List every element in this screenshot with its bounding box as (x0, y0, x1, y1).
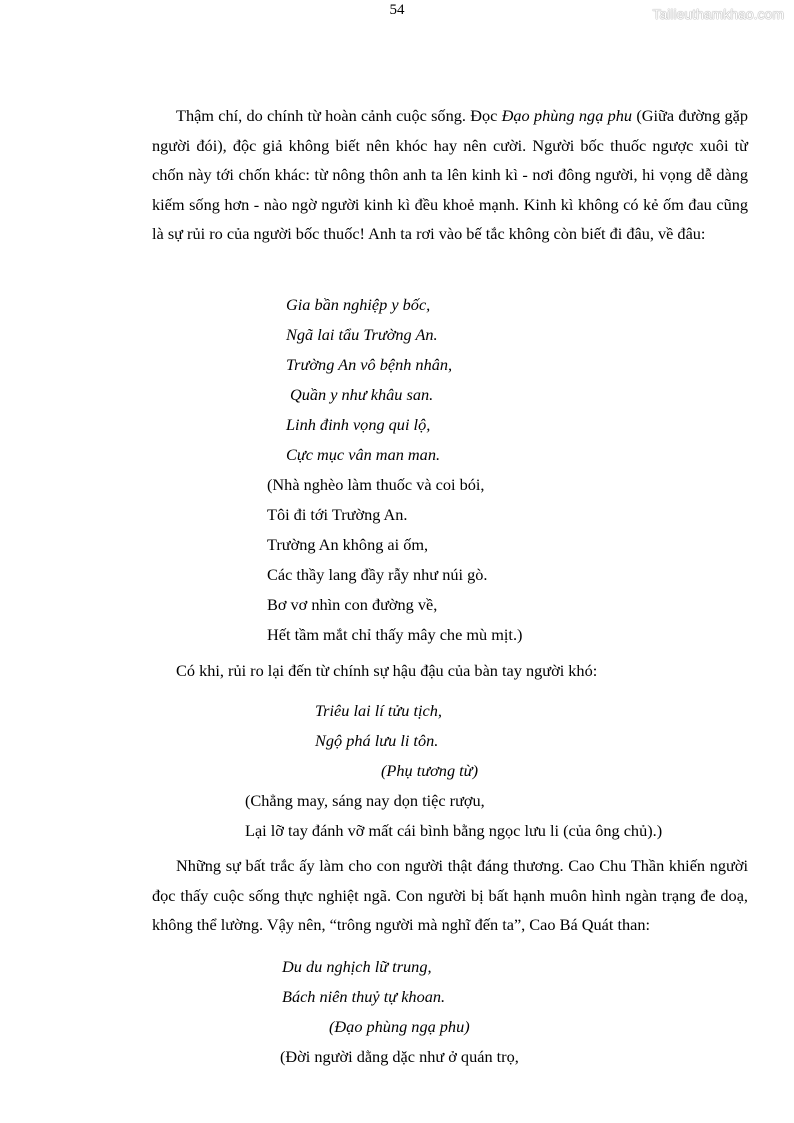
poem1-original-line: Cực mục vân man man. (286, 445, 441, 464)
paragraph-lament: Những sự bất trắc ấy làm cho con người thật đáng thương. Cao Chu Thần khiến người đọc thấy cuộc sống thực nghiệt ngã. Con người bị bất hạnh muôn hình ngàn trạng đe doạ, không thể lường. Vậy nên, “trông người mà nghĩ đến ta”, Cao Bá Quát than: (152, 856, 748, 935)
poem2-original-line: Triêu lai lí tửu tịch, (315, 701, 442, 720)
poem3-original-line: Bách niên thuỷ tự khoan. (282, 987, 446, 1006)
poem3-source: (Đạo phùng ngạ phu) (329, 1017, 470, 1036)
paragraph-intro (152, 101, 748, 249)
watermark: Tailieuthamkhao.com (652, 6, 784, 22)
work-title: Đạo phùng ngạ phu (501, 106, 633, 125)
poem2-source: (Phụ tương từ) (381, 761, 478, 780)
poem1-original-line: Gia bần nghiệp y bốc, (286, 295, 431, 314)
poem1-translation-line: Tôi đi tới Trường An. (267, 505, 408, 524)
paragraph-mishap: Có khi, rủi ro lại đến từ chính sự hậu đậu của bàn tay người khó: (176, 661, 598, 680)
poem2-translation-line: (Chẳng may, sáng nay dọn tiệc rượu, (245, 791, 485, 810)
poem1-translation-line: Trường An không ai ốm, (267, 535, 429, 554)
poem2-original-line: Ngộ phá lưu li tôn. (315, 731, 439, 750)
poem1-translation-line: (Nhà nghèo làm thuốc và coi bói, (267, 475, 485, 494)
poem2-translation-line: Lại lỡ tay đánh vỡ mất cái bình bằng ngọc lưu li (của ông chủ).) (245, 821, 663, 840)
poem1-translation-line: Bơ vơ nhìn con đường về, (267, 595, 438, 614)
page-number: 54 (389, 2, 405, 18)
poem1-original-line: Linh đinh vọng qui lộ, (286, 415, 431, 434)
poem3-original-line: Du du nghịch lữ trung, (282, 957, 432, 976)
poem1-original-line: Ngã lai tẩu Trường An. (286, 325, 438, 344)
paragraph-intro-after: (Giữa đường gặp người đói), độc giả không biết nên khóc hay nên cười. Người bốc thuốc ngược xuôi từ chốn này tới chốn khác: từ nông thôn anh ta lên kinh kì - nơi đông người, hi vọng dễ dàng kiếm sống hơn - nào ngờ người kinh kì đều khoẻ mạnh. Kinh kì không có kẻ ốm đau cũng là sự rủi ro của người bốc thuốc! Anh ta rơi vào bế tắc không còn biết đi đâu, về đâu: (152, 106, 749, 244)
poem1-original-line: Trường An vô bệnh nhân, (286, 355, 453, 374)
poem1-translation-line: Các thầy lang đầy rẫy như núi gò. (267, 565, 488, 584)
poem1-translation-line: Hết tầm mắt chỉ thấy mây che mù mịt.) (267, 625, 523, 644)
paragraph-intro-before: Thậm chí, do chính từ hoàn cảnh cuộc sống. Đọc (176, 106, 502, 125)
poem3-translation-line: (Đời người dằng dặc như ở quán trọ, (280, 1047, 519, 1066)
poem1-original-line: Quần y như khâu san. (290, 385, 434, 404)
